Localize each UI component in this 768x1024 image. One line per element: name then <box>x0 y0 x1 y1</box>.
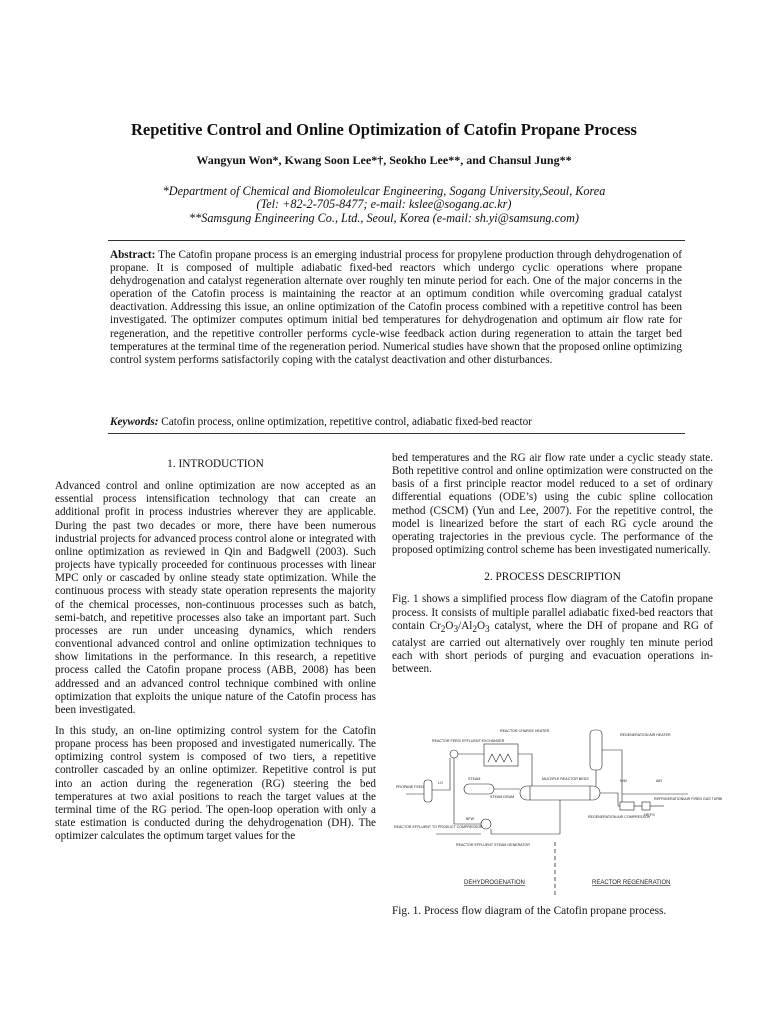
gas-turbine-shape <box>642 802 650 810</box>
label-dehydrogenation: DEHYDROGENATION <box>464 880 525 886</box>
intro-paragraph-2: In this study, an on-line optimizing control system for the Catofin propane process has been proposed and investigated numerically. The optimizing control system is composed of two tiers, a repetitive controller cascaded by an online optimizer. Repetitive control is put into an action during the regeneration (RG) steering the bed temperatures at two axial positions to reach the target values at the terminal time of the RG period. The open-loop operation with only a state estimation is conducted during the dehydrogenation (DH). The optimizer calculates the optimum target values for the <box>55 724 376 843</box>
paper-title: Repetitive Control and Online Optimization of Catofin Propane Process <box>131 120 637 139</box>
label-steam: STEAM <box>468 777 481 781</box>
label-bfw: BFW <box>466 817 474 821</box>
label-hp-fg: HP FG <box>644 813 655 817</box>
abstract-label: Abstract: <box>110 249 156 261</box>
label-air: AIR <box>656 779 662 783</box>
label-feed-exchanger: REACTOR FEED/ EFFLUENT EXCHANGER <box>432 739 505 743</box>
air-heater-shape <box>590 730 602 770</box>
heater-coil <box>488 754 512 762</box>
process-flow-diagram <box>392 724 722 896</box>
label-reactor-regeneration: REACTOR REGENERATION <box>592 880 671 886</box>
process-flow-svg <box>392 724 722 896</box>
charge-heater-shape <box>484 744 518 766</box>
abstract-section <box>108 240 685 434</box>
label-steam-drum: STEAM DRUM <box>490 795 515 799</box>
abstract-text: The Catofin propane process is an emerging industrial process for propylene production through dehydrogenation of propane. It is composed of multiple adiabatic fixed-bed reactors which undergo cyclic operations where propane dehydrogenation and catalyst regeneration alternate over roughly ten minute period for each. One of the major concerns in the operation of the Catofin process is maintaining the reactor at an optimum condition while overcoming gradual catalyst deactivation. Addressing this issue, an online optimization of the Catofin process combined with a repetitive control has been investigated. The optimizer computes optimum initial bed temperatures for dehydrogenation and optimum air flow rate for regeneration, and the repetitive controller performs cycle-wise feedback action during regeneration to attain the target bed temperatures at the terminal time of the regeneration period. Numerical studies have shown that the proposed online optimizing control system performs satisfactorily coping with the catalyst deactivation and other disturbances. <box>110 249 682 366</box>
affiliation-1: *Department of Chemical and Biomoleulcar Engineering, Sogang University,Seoul, Korea <box>162 184 606 198</box>
abstract <box>110 249 682 367</box>
process-paragraph-1: Fig. 1 shows a simplified process flow diagram of the Catofin propane process. It consists of multiple parallel adiabatic fixed-bed reactors that contain $Cr_2O_3/Al_2O_3$ catalyst, where the DH of propane and RG of catalyst are carried out alternatively over roughly ten minute period each with short periods of purging and evacuation operations in-between. <box>392 593 714 676</box>
label-propane-feed: PROPANE FEED <box>396 785 424 789</box>
affiliation-2: **Samsgung Engineering Co., Ltd., Seoul, Korea (e-mail: sh.yi@samsung.com) <box>189 211 579 225</box>
affiliation-contact: (Tel: +82-2-705-8477; e-mail: kslee@sogang.ac.kr) <box>256 197 512 211</box>
keywords <box>110 416 682 428</box>
label-steam-generator: REACTOR EFFLUENT STEAM GENERATOR <box>456 843 530 847</box>
label-reactor-beds: MULTIPLE REACTOR BEDS <box>542 777 589 781</box>
label-gas-turbine: REFRIGERATION/AIR FIRED GAS TURBINE <box>654 797 722 801</box>
keywords-label: Keywords: <box>110 416 159 428</box>
air-compressor-shape <box>620 802 634 810</box>
feed-drum-shape <box>424 780 432 802</box>
figure-caption: Fig. 1. Process flow diagram of the Catofin propane process. <box>392 905 667 917</box>
label-effluent-compressor: REACTOR EFFLUENT TO PRODUCT COMPRESSOR <box>394 825 483 829</box>
left-column <box>55 458 376 851</box>
feed-exchanger-shape <box>450 750 458 758</box>
right-column <box>392 452 713 685</box>
intro-paragraph-1: Advanced control and online optimization are now accepted as an essential process intensification technology that can create an additional profit in process industries wherever they are applicable. During the past two decades or more, there have been numerous industrial projects for advanced process control alone or integrated with online optimization as reviewed in Qin and Badgwell (2003). Such projects have typically proceeded for continuous processes with linear MPC only or cascaded by online steady state optimization. While the continuous process with steady state operation represents the majority of the chemical processes, non-continuous processes such as batch, semi-batch, and repetitive processes also take an important part. Such processes are run under unceasing dynamics, which renders conventional advanced control and online optimization techniques to show limitations in the performance. In this research, a repetitive process called the Catofin propane process (ABB, 2008) has been addressed and an advanced control technique combined with online optimization that exploits the unique nature of the Catofin process has been investigated. <box>55 480 376 716</box>
label-nm: N/M <box>620 779 627 783</box>
label-lo: LO <box>438 781 443 785</box>
author-list: Wangyun Won*, Kwang Soon Lee*†, Seokho Lee**, and Chansul Jung** <box>196 153 572 167</box>
section-heading-process: 2. PROCESS DESCRIPTION <box>484 571 621 584</box>
label-air-compressor: REGENERATION AIR COMPRESSOR <box>588 815 651 819</box>
intro-paragraph-3: bed temperatures and the RG air flow rate under a cyclic steady state. Both repetitive control and online optimization were constructed on the basis of a first principle reactor model reduced to a set of ordinary differential equations (ODE’s) using the cubic spline collocation method (CSCM) (Yun and Lee, 2007). For the repetitive control, the model is linearized before the start of each RG cycle around the operating trajectories in the previous cycle. The performance of the proposed optimizing control scheme has been investigated numerically. <box>392 452 713 557</box>
keywords-text: Catofin process, online optimization, repetitive control, adiabatic fixed-bed reactor <box>158 416 532 428</box>
label-air-heater: REGENERATION AIR HEATER <box>620 733 671 737</box>
label-charge-heater: REACTOR CHARGE HEATER <box>500 729 550 733</box>
reactor-bed-shape <box>520 786 600 800</box>
steam-drum-shape <box>464 784 494 794</box>
section-heading-introduction: 1. INTRODUCTION <box>167 458 264 470</box>
